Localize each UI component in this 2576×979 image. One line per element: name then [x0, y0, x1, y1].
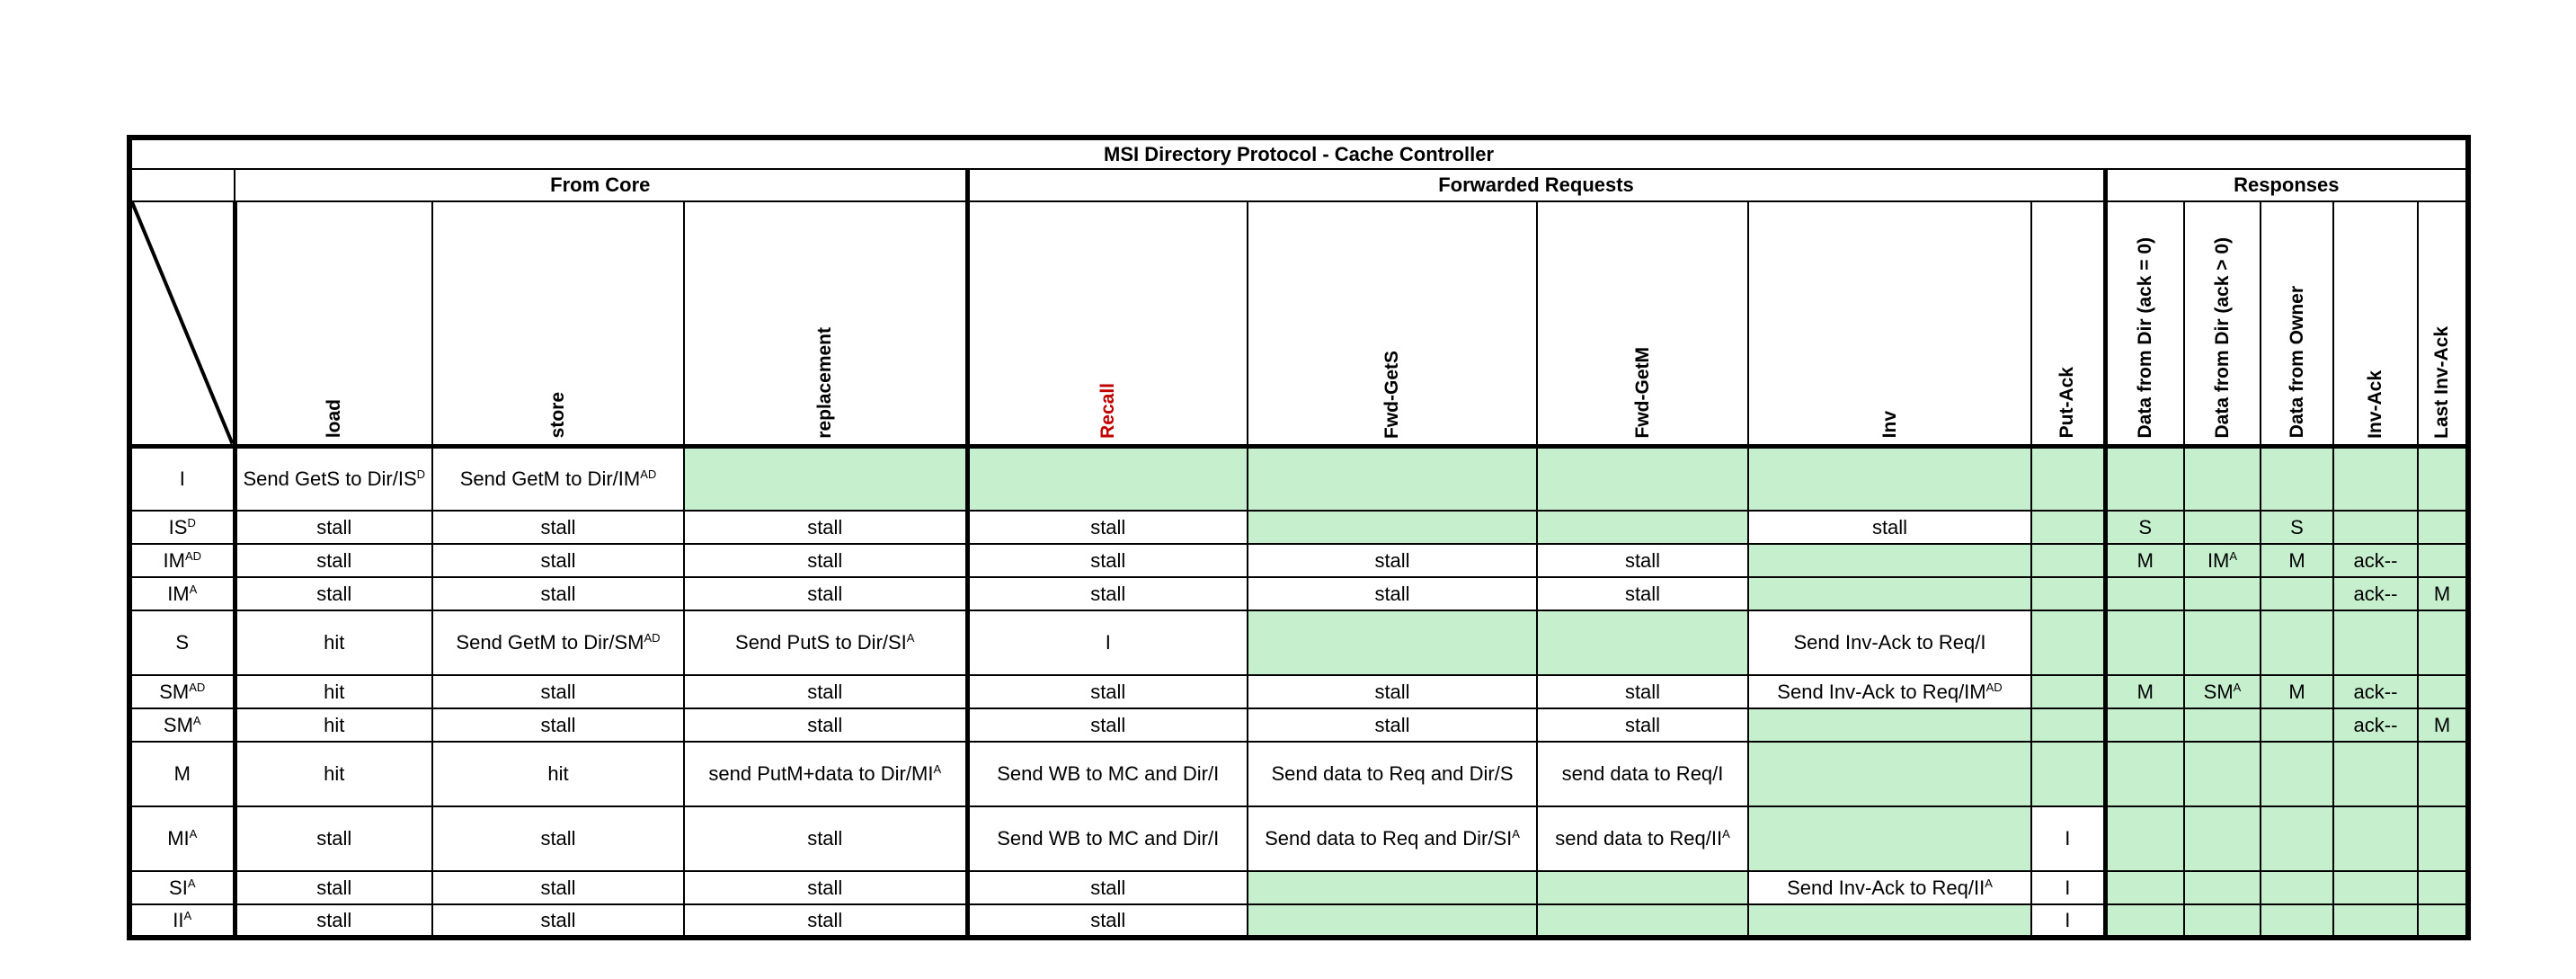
table-cell: Send Inv-Ack to Req/I: [1748, 610, 2031, 675]
table-cell: S: [2105, 511, 2184, 544]
column-header: [2261, 201, 2333, 446]
table-cell: stall: [1248, 577, 1537, 610]
table-cell: [2333, 610, 2418, 675]
table-cell: [1748, 904, 2031, 938]
table-cell: S: [2261, 511, 2333, 544]
table-cell: [1748, 446, 2031, 511]
table-cell: [2333, 446, 2418, 511]
table-row: [129, 904, 2468, 938]
table-cell: stall: [432, 904, 684, 938]
column-header-label: Inv: [1879, 411, 1900, 439]
table-cell: [1248, 446, 1537, 511]
column-header-label: Fwd-GetM: [1631, 347, 1653, 439]
column-header: [1248, 201, 1537, 446]
table-cell: [2184, 610, 2261, 675]
table-cell: stall: [1248, 675, 1537, 708]
table-cell: [2105, 708, 2184, 742]
table-cell: stall: [235, 806, 432, 871]
table-cell: [2418, 871, 2468, 904]
table-cell: [2105, 446, 2184, 511]
table-row: [129, 742, 2468, 806]
table-cell: stall: [684, 675, 967, 708]
table-cell: [684, 446, 967, 511]
corner-diagonal-cell: [129, 201, 235, 446]
table-cell: [2333, 871, 2418, 904]
column-header-label: Data from Owner: [2286, 286, 2307, 439]
table-cell: [1748, 708, 2031, 742]
table-cell: hit: [235, 742, 432, 806]
table-cell: [2031, 511, 2105, 544]
table-cell: M: [2105, 675, 2184, 708]
table-cell: [1248, 511, 1537, 544]
state-label: $IM^A$: [129, 577, 235, 610]
table-cell: $IM^A$: [2184, 544, 2261, 577]
column-header: [432, 201, 684, 446]
table-cell: stall: [684, 511, 967, 544]
column-header-label: store: [547, 392, 568, 439]
column-header: [967, 201, 1248, 446]
table-cell: stall: [432, 806, 684, 871]
table-cell: stall: [235, 904, 432, 938]
state-label: $II^A$: [129, 904, 235, 938]
table-cell: stall: [432, 544, 684, 577]
table-cell: [2184, 904, 2261, 938]
group-forwarded-requests: Forwarded Requests: [967, 169, 2105, 201]
column-header-label: replacement: [813, 326, 835, 439]
table-cell: [1748, 742, 2031, 806]
table-cell: stall: [235, 871, 432, 904]
table-row: [129, 446, 2468, 511]
group-responses: Responses: [2105, 169, 2468, 201]
column-header: [684, 201, 967, 446]
table-cell: stall: [1537, 577, 1748, 610]
table-cell: stall: [1248, 544, 1537, 577]
table-row: [129, 708, 2468, 742]
table-cell: Send data to Req and Dir/$SI^A$: [1248, 806, 1537, 871]
table-cell: [2105, 806, 2184, 871]
state-label: S: [129, 610, 235, 675]
table-cell: [1748, 544, 2031, 577]
column-header-label: Put-Ack: [2056, 367, 2078, 439]
table-cell: [2031, 610, 2105, 675]
table-cell: [2261, 708, 2333, 742]
table-cell: [2418, 675, 2468, 708]
table-cell: stall: [684, 708, 967, 742]
table-cell: I: [2031, 904, 2105, 938]
table-cell: ack--: [2333, 675, 2418, 708]
table-cell: stall: [432, 871, 684, 904]
table-cell: M: [2418, 708, 2468, 742]
state-label: $SM^{AD}$: [129, 675, 235, 708]
blank-header-cell: [129, 169, 235, 201]
table-row: [129, 511, 2468, 544]
table-cell: stall: [235, 511, 432, 544]
table-cell: [967, 446, 1248, 511]
table-cell: stall: [967, 871, 1248, 904]
table-cell: [2418, 511, 2468, 544]
table-cell: [2418, 904, 2468, 938]
table-cell: [2031, 742, 2105, 806]
table-cell: [2418, 610, 2468, 675]
column-header: [1537, 201, 1748, 446]
table-cell: stall: [967, 544, 1248, 577]
protocol-table: [127, 135, 2471, 940]
state-label: $IS^D$: [129, 511, 235, 544]
table-cell: [2184, 446, 2261, 511]
table-cell: Send GetM to Dir/$IM^{AD}$: [432, 446, 684, 511]
column-header: [2031, 201, 2105, 446]
table-cell: [2031, 577, 2105, 610]
column-header-label: Last Inv-Ack: [2431, 325, 2453, 439]
state-label: I: [129, 446, 235, 511]
column-header-label: Data from Dir (ack = 0): [2134, 237, 2155, 439]
table-cell: [1248, 871, 1537, 904]
table-cell: stall: [1537, 544, 1748, 577]
table-cell: hit: [235, 610, 432, 675]
column-header-label: Fwd-GetS: [1381, 350, 1402, 439]
table-cell: [2105, 904, 2184, 938]
table-cell: stall: [1748, 511, 2031, 544]
table-cell: stall: [432, 577, 684, 610]
table-cell: stall: [967, 511, 1248, 544]
table-cell: [2105, 871, 2184, 904]
table-cell: Send data to Req and Dir/S: [1248, 742, 1537, 806]
table-cell: Send WB to MC and Dir/I: [967, 742, 1248, 806]
table-cell: [2261, 742, 2333, 806]
table-cell: Send Inv-Ack to Req/$II^A$: [1748, 871, 2031, 904]
table-cell: Send Inv-Ack to Req/$IM^{AD}$: [1748, 675, 2031, 708]
column-header: [2333, 201, 2418, 446]
table-cell: [2333, 806, 2418, 871]
column-header: [2105, 201, 2184, 446]
column-header: [1748, 201, 2031, 446]
state-label: $MI^A$: [129, 806, 235, 871]
table-cell: [2184, 511, 2261, 544]
state-label: $SM^A$: [129, 708, 235, 742]
table-cell: M: [2261, 544, 2333, 577]
table-cell: stall: [684, 806, 967, 871]
table-cell: M: [2418, 577, 2468, 610]
table-cell: hit: [432, 742, 684, 806]
table-cell: [1537, 610, 1748, 675]
table-cell: [2418, 544, 2468, 577]
column-header-label: Recall: [1097, 382, 1118, 439]
table-cell: stall: [967, 577, 1248, 610]
column-header: [235, 201, 432, 446]
table-cell: stall: [1248, 708, 1537, 742]
column-header-label: load: [323, 399, 344, 439]
table-row: [129, 871, 2468, 904]
table-cell: stall: [684, 544, 967, 577]
table-cell: [2418, 806, 2468, 871]
table-cell: [2184, 708, 2261, 742]
table-cell: [2031, 708, 2105, 742]
table-cell: [2031, 446, 2105, 511]
table-cell: [2333, 511, 2418, 544]
table-cell: [1748, 806, 2031, 871]
state-label: $IM^{AD}$: [129, 544, 235, 577]
table-cell: stall: [684, 577, 967, 610]
table-cell: [1748, 577, 2031, 610]
table-cell: [1537, 446, 1748, 511]
table-cell: send data to Req/I: [1537, 742, 1748, 806]
table-cell: [2261, 610, 2333, 675]
table-cell: I: [967, 610, 1248, 675]
table-cell: [2184, 577, 2261, 610]
table-cell: stall: [1537, 708, 1748, 742]
table-cell: [2105, 742, 2184, 806]
table-cell: send PutM+data to Dir/$MI^A$: [684, 742, 967, 806]
table-cell: [2184, 806, 2261, 871]
table-cell: stall: [967, 904, 1248, 938]
column-header-label: Data from Dir (ack > 0): [2211, 237, 2233, 439]
column-header-label: Inv-Ack: [2365, 369, 2385, 439]
table-cell: [2333, 904, 2418, 938]
table-cell: [1248, 610, 1537, 675]
table-cell: [2261, 446, 2333, 511]
table-cell: stall: [684, 904, 967, 938]
table-cell: [1248, 904, 1537, 938]
table-cell: stall: [967, 708, 1248, 742]
table-cell: Send WB to MC and Dir/I: [967, 806, 1248, 871]
table-cell: hit: [235, 708, 432, 742]
state-label: $SI^A$: [129, 871, 235, 904]
table-cell: Send GetS to Dir/$IS^D$: [235, 446, 432, 511]
table-cell: M: [2105, 544, 2184, 577]
table-cell: stall: [684, 871, 967, 904]
table-row: [129, 675, 2468, 708]
table-cell: [2105, 577, 2184, 610]
table-cell: hit: [235, 675, 432, 708]
table-cell: [2261, 577, 2333, 610]
state-label: M: [129, 742, 235, 806]
table-cell: [2031, 675, 2105, 708]
table-cell: [2333, 742, 2418, 806]
table-cell: stall: [432, 675, 684, 708]
column-header: [2184, 201, 2261, 446]
column-header: [2418, 201, 2468, 446]
table-row: [129, 610, 2468, 675]
table-cell: [2418, 742, 2468, 806]
group-from-core: From Core: [235, 169, 967, 201]
table-cell: stall: [967, 675, 1248, 708]
table-row: [129, 806, 2468, 871]
table-cell: stall: [432, 511, 684, 544]
table-cell: ack--: [2333, 544, 2418, 577]
table-cell: [2184, 871, 2261, 904]
table-row: [129, 544, 2468, 577]
table-cell: $SM^A$: [2184, 675, 2261, 708]
table-cell: Send PutS to Dir/$SI^A$: [684, 610, 967, 675]
table-cell: stall: [235, 544, 432, 577]
table-cell: [1537, 904, 1748, 938]
table-cell: stall: [1537, 675, 1748, 708]
table-cell: stall: [432, 708, 684, 742]
table-cell: ack--: [2333, 708, 2418, 742]
table-cell: ack--: [2333, 577, 2418, 610]
table-title: MSI Directory Protocol - Cache Controller: [129, 138, 2468, 169]
table-cell: I: [2031, 806, 2105, 871]
table-cell: [2418, 446, 2468, 511]
table-cell: send data to Req/$II^A$: [1537, 806, 1748, 871]
table-cell: [1537, 511, 1748, 544]
table-cell: Send GetM to Dir/$SM^{AD}$: [432, 610, 684, 675]
table-cell: [2261, 904, 2333, 938]
table-cell: [2105, 610, 2184, 675]
table-cell: [1537, 871, 1748, 904]
table-cell: [2184, 742, 2261, 806]
table-cell: I: [2031, 871, 2105, 904]
table-cell: [2261, 871, 2333, 904]
table-cell: [2031, 544, 2105, 577]
table-cell: M: [2261, 675, 2333, 708]
table-cell: [2261, 806, 2333, 871]
table-row: [129, 577, 2468, 610]
table-cell: stall: [235, 577, 432, 610]
